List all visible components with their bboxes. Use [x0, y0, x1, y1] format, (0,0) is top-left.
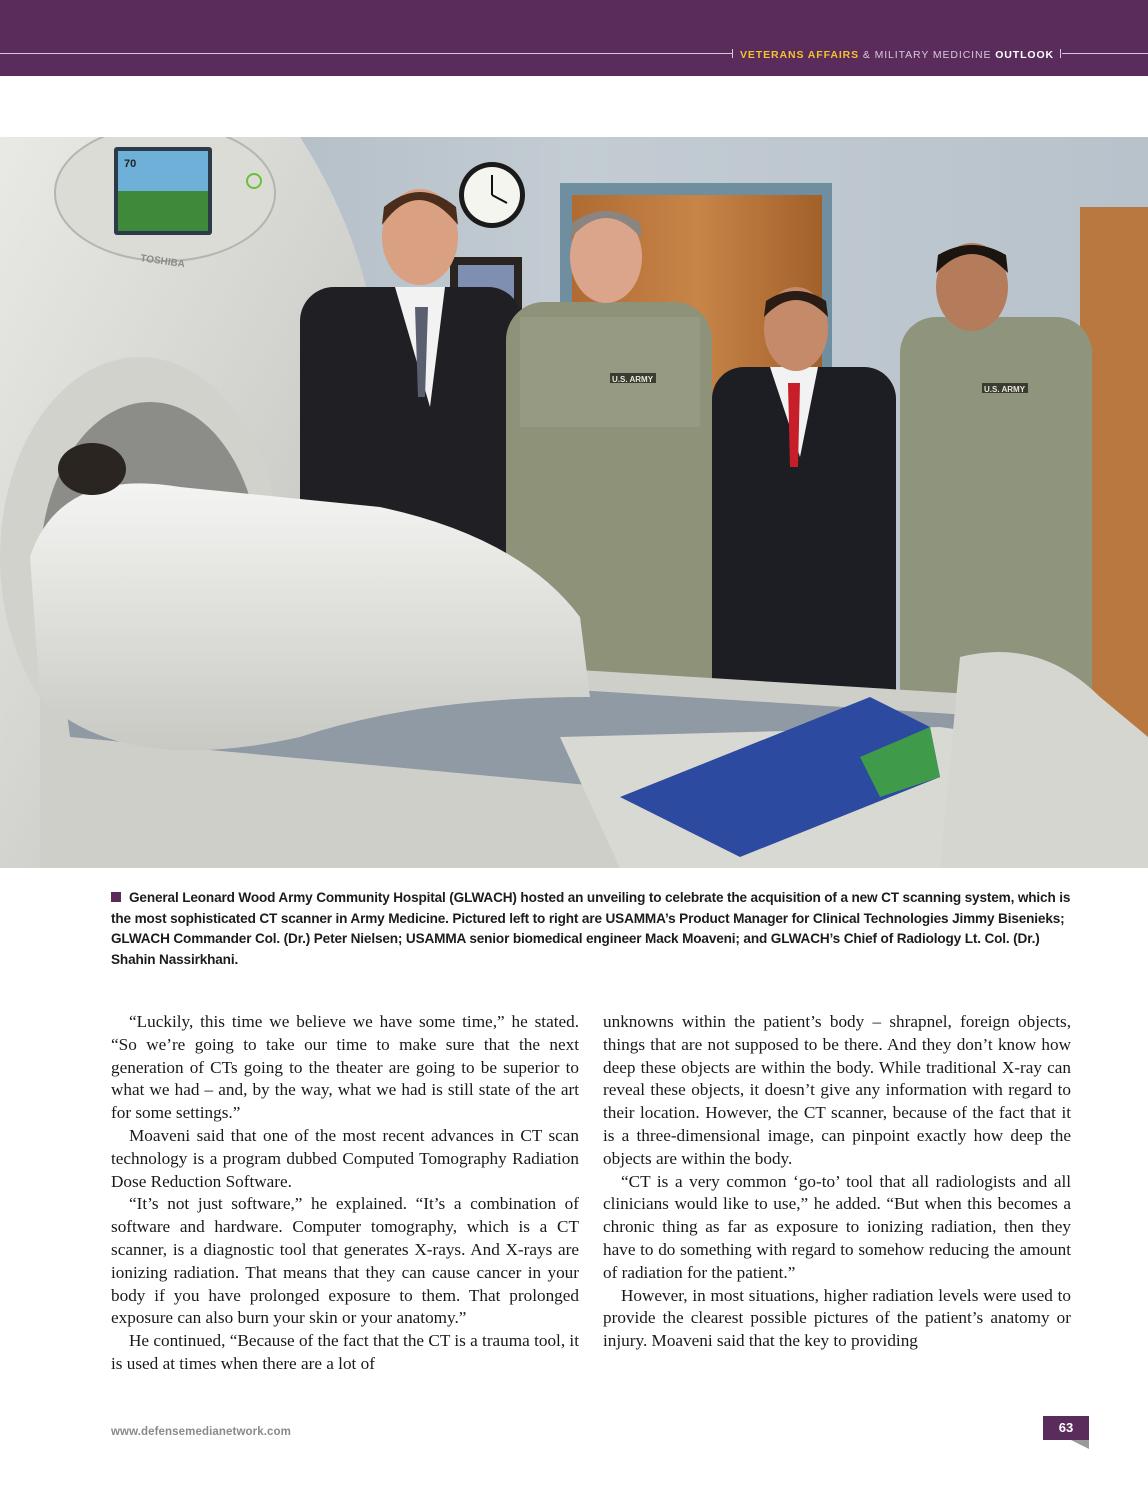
uniform-label-1: U.S. ARMY — [612, 375, 654, 384]
page-number: 63 — [1043, 1416, 1089, 1440]
header-rule-right — [1062, 53, 1148, 54]
page-number-tab — [1071, 1440, 1089, 1449]
head-rest — [58, 443, 126, 495]
header-title-part1: VETERANS AFFAIRS — [740, 49, 860, 61]
running-header — [740, 48, 1054, 62]
body-column-left — [111, 1011, 579, 1376]
body-paragraph: “It’s not just software,” he explained. “It’s a combination of software and hardware. Computer tomography, which is a CT scanner, is a diagnostic tool that generates X-rays. And X-rays are ionizing radiation. That means that they can cause cancer in your body if you have prolonged exposure to them. That prolonged exposure can also burn your skin or your anatomy.” — [111, 1194, 579, 1328]
body-paragraph: He continued, “Because of the fact that the CT is a trauma tool, it is used at times when there are a lot of — [111, 1331, 579, 1373]
caption-text: General Leonard Wood Army Community Hospital (GLWACH) hosted an unveiling to celebrate the acquisition of a new CT scanning system, which is the most sophisticated CT scanner in Army Medicine. Pictured left to right are USAMMA’s Product Manager for Clinical Technologies Jimmy Bisenieks; GLWACH Commander Col. (Dr.) Peter Nielsen; USAMMA senior biomedical engineer Mack Moaveni; and GLWACH’s Chief of Radiology Lt. Col. (Dr.) Shahin Nassirkhani. — [111, 890, 1071, 967]
header-band — [0, 0, 1148, 76]
scanner-brand-label: TOSHIBA — [139, 253, 186, 271]
gantry-monitor — [114, 147, 212, 235]
header-title-part2: & MILITARY MEDICINE — [859, 49, 996, 61]
caption-bullet-square — [111, 892, 121, 902]
footer-website-url: www.defensemedianetwork.com — [111, 1426, 291, 1438]
article-photo — [0, 137, 1148, 868]
header-rule-tick-left — [732, 49, 733, 58]
uniform-label-2: U.S. ARMY — [984, 385, 1026, 394]
header-title-part3: OUTLOOK — [995, 49, 1055, 61]
wall-clock — [459, 162, 525, 228]
photo-caption — [111, 888, 1071, 970]
body-paragraph: “CT is a very common ‘go-to’ tool that all radiologists and all clinicians would like to use,” he added. “But when this becomes a chronic thing as far as exposure to ionizing radiation, then they have to do something with regard to somehow reducing the amount of radiation for the patient.” — [603, 1171, 1071, 1282]
photo-illustration — [0, 137, 1148, 868]
body-paragraph: unknowns within the patient’s body – shrapnel, foreign objects, things that are not supposed to be there. And they don’t know how deep these objects are within the body. While traditional X-ray can reveal these objects, it doesn’t give any information with regard to their location. However, the CT scanner, because of the fact that it is a three-dimensional image, can pinpoint exactly how deep the objects are within the body. — [603, 1012, 1071, 1168]
body-paragraph: Moaveni said that one of the most recent advances in CT scan technology is a program dubbed Computed Tomography Radiation Dose Reduction Software. — [111, 1125, 579, 1191]
body-paragraph: “Luckily, this time we believe we have some time,” he stated. “So we’re going to take our time to make sure that the next generation of CTs going to the theater are going to be superior to what we had – and, by the way, what we had is still state of the art for some settings.” — [111, 1012, 579, 1123]
header-rule-left — [0, 53, 732, 54]
body-paragraph: However, in most situations, higher radiation levels were used to provide the clearest possible pictures of the patient’s anatomy or injury. Moaveni said that the key to providing — [603, 1285, 1071, 1351]
body-column-right — [603, 1011, 1071, 1353]
monitor-number: 70 — [124, 158, 137, 170]
header-rule-tick-right — [1060, 49, 1061, 58]
